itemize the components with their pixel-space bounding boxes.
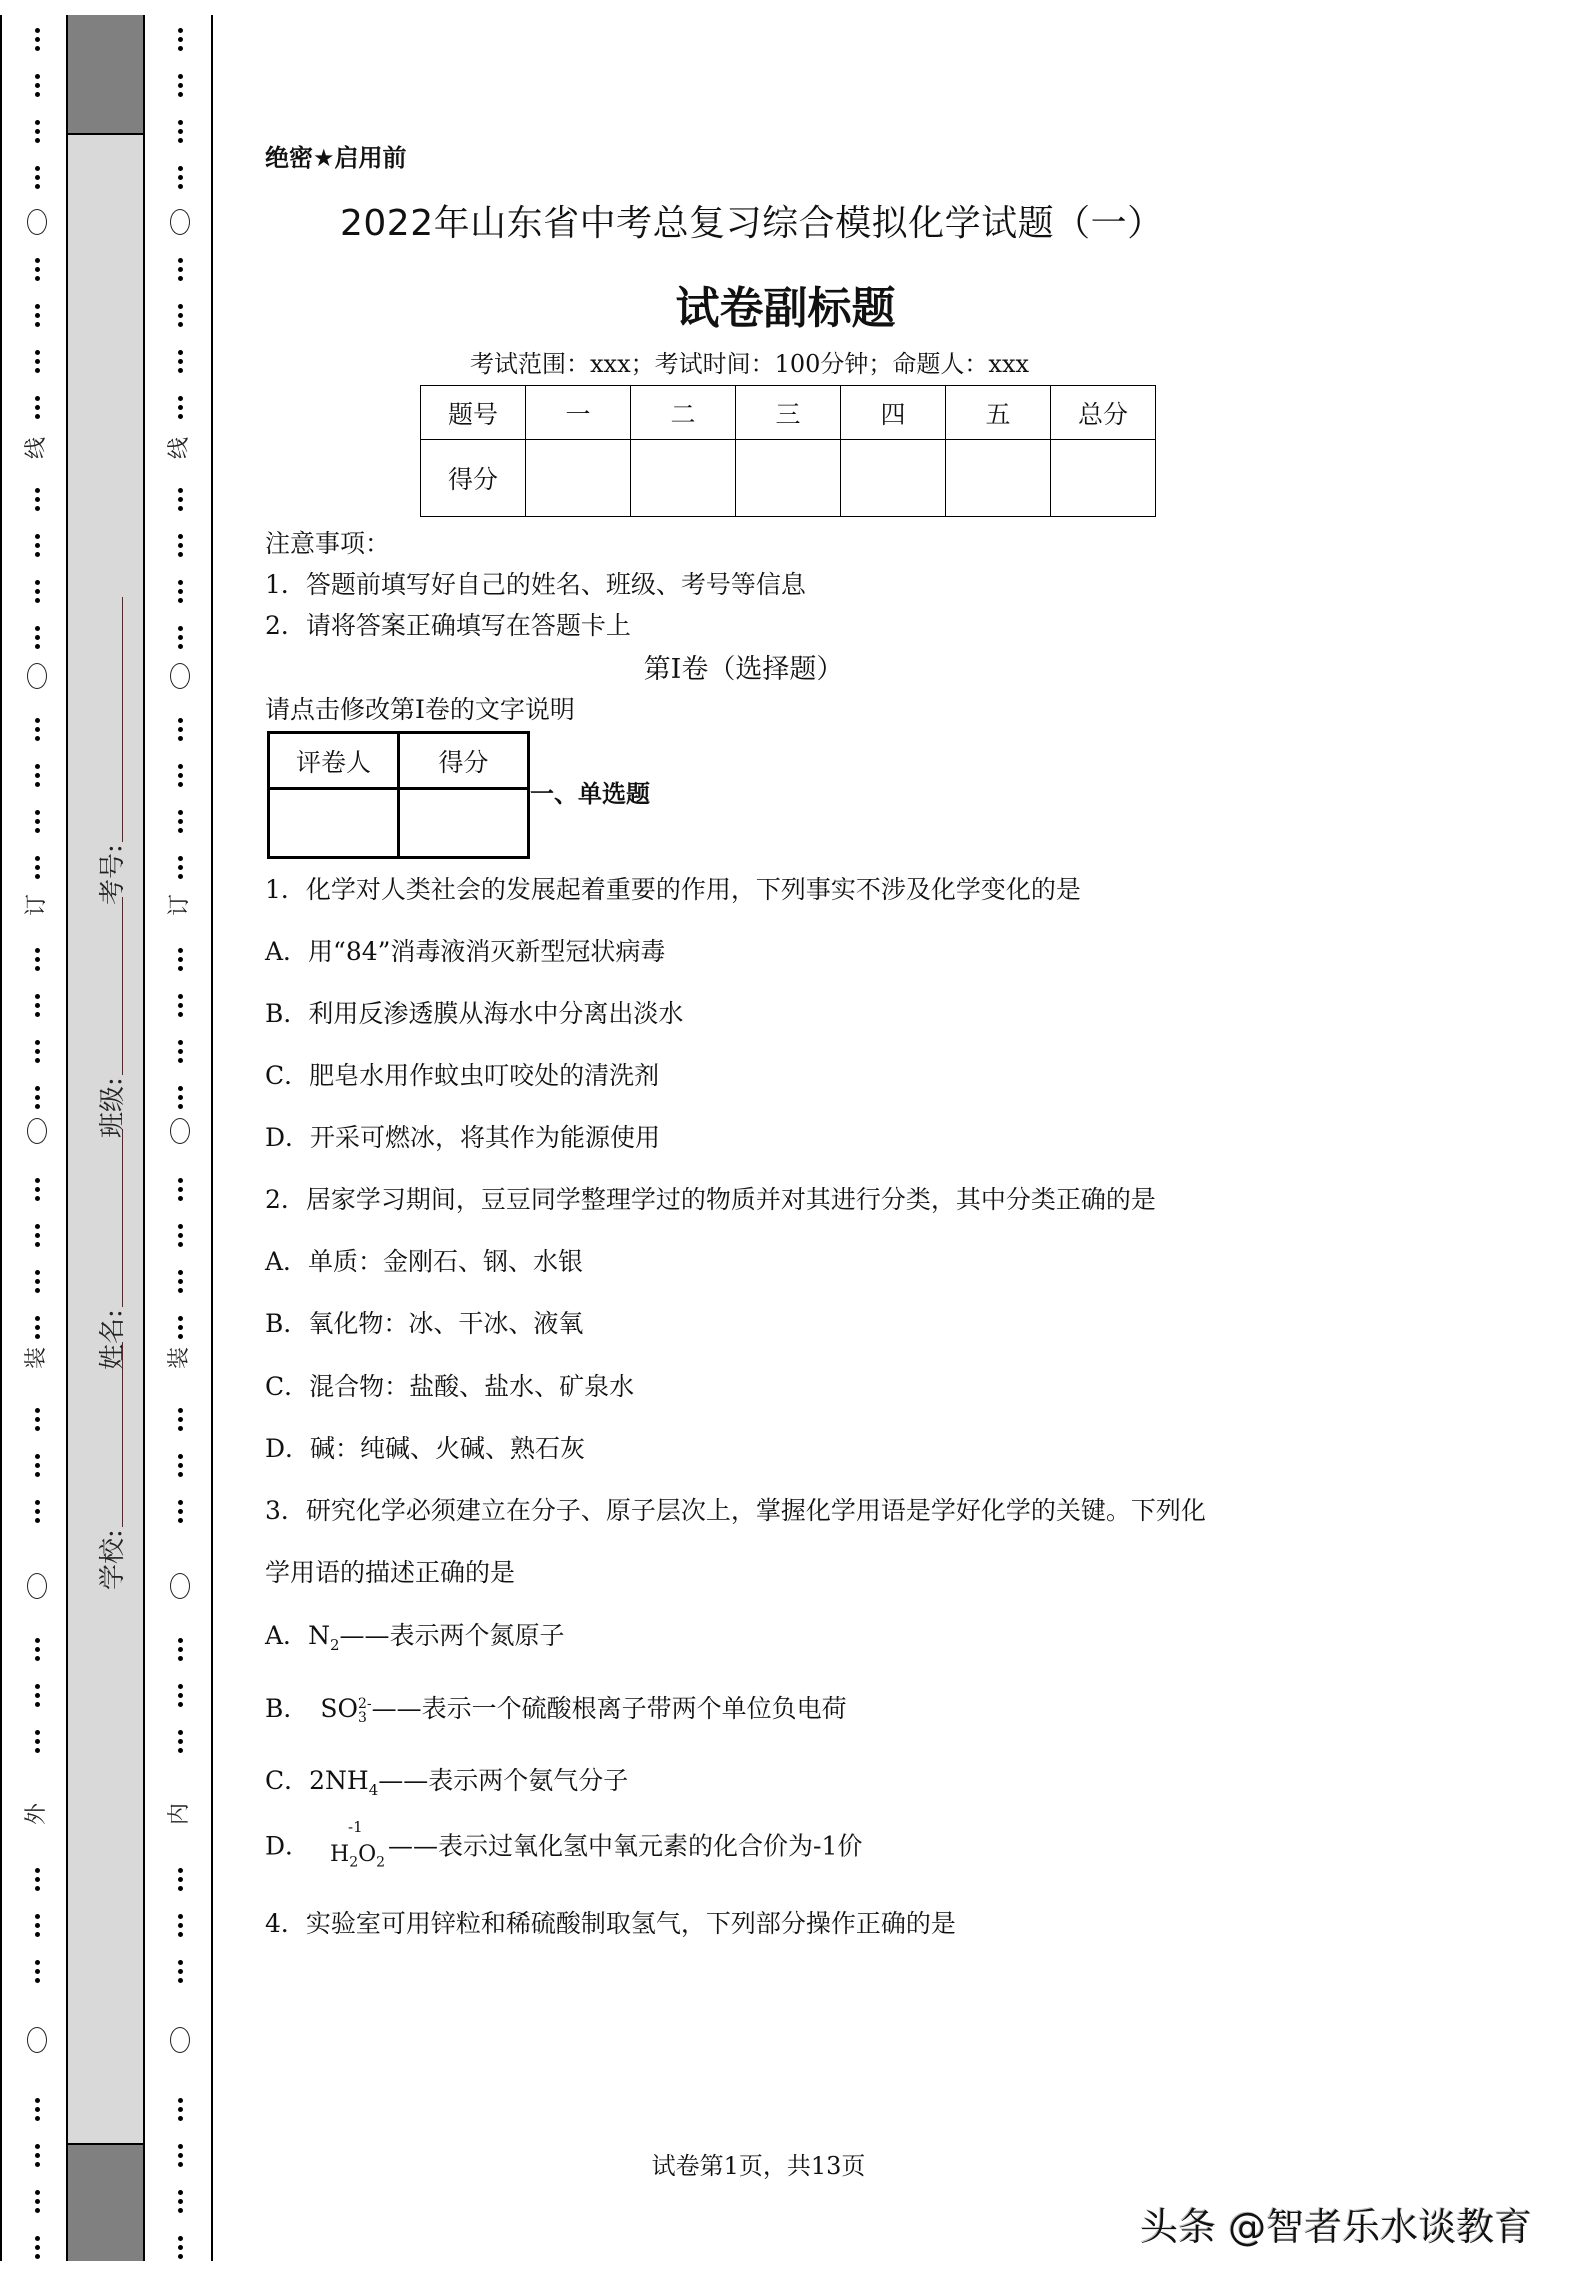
chem-subscript: 2	[329, 1636, 340, 1654]
exam-info: 考试范围：xxx；考试时间：100分钟；命题人：xxx	[470, 350, 1030, 378]
question-2-stem: 2．居家学习期间，豆豆同学整理学过的物质并对其进行分类，其中分类正确的是	[265, 1185, 1156, 1214]
seal-dots	[34, 2236, 40, 2260]
chem-sup-sub	[358, 1697, 372, 1725]
option-letter: D．	[265, 1831, 311, 1861]
chem-ion	[320, 1694, 371, 1725]
seal-dots	[177, 1730, 183, 1754]
chem-subscript: 2	[349, 1854, 359, 1871]
question-1-option-a: A．用“84”消毒液消灭新型冠状病毒	[265, 937, 666, 966]
name-blank-line	[122, 1129, 123, 1307]
chem-subscript: 4	[368, 1781, 379, 1799]
seal-dots	[34, 1500, 40, 1524]
seal-dots	[34, 28, 40, 52]
seal-mark-pack-outer: 装	[24, 1347, 49, 1370]
chem-formula: SO	[320, 1694, 358, 1723]
seal-dots	[34, 1454, 40, 1478]
seal-dots	[177, 764, 183, 788]
seal-dots	[177, 1224, 183, 1248]
seal-dots	[177, 1960, 183, 1984]
grader-value-row	[269, 789, 529, 858]
page-title: 2022年山东省中考总复习综合模拟化学试题（一）	[340, 203, 1164, 244]
seal-dots	[34, 764, 40, 788]
notes-item: 2．请将答案正确填写在答题卡上	[265, 611, 631, 640]
volume-title-text: 第I卷（选择题）	[643, 654, 844, 685]
score-row-label: 得分	[421, 440, 526, 517]
chem-formula: 2NH	[309, 1766, 369, 1795]
seal-mark-line-outer: 线	[24, 437, 49, 460]
seal-dots	[34, 1914, 40, 1938]
seal-dots	[34, 1086, 40, 1110]
seal-dots	[34, 1316, 40, 1340]
page-footer	[0, 2146, 1587, 2181]
seal-dots	[177, 1178, 183, 1202]
seal-dots	[177, 1408, 183, 1432]
chem-formula: N	[308, 1621, 330, 1650]
seal-dots	[177, 580, 183, 604]
chem-formula	[330, 1842, 385, 1870]
seal-mark-pack-inner: 装	[167, 1347, 192, 1370]
seal-circle-icon	[27, 209, 47, 235]
chem-valence-formula	[330, 1818, 386, 1878]
grader-box	[267, 731, 530, 859]
seal-dots	[34, 856, 40, 880]
question-2-option-a: A．单质：金刚石、钢、水银	[265, 1247, 584, 1276]
class-blank-line	[122, 897, 123, 1075]
grader-header-cell: 得分	[399, 733, 529, 789]
seal-dots	[177, 396, 183, 420]
seal-dots	[177, 1086, 183, 1110]
seal-dots	[34, 1178, 40, 1202]
seal-dots	[34, 580, 40, 604]
score-table-header-row	[421, 386, 1156, 440]
question-3-option-c	[265, 1761, 628, 1799]
seal-mark-line-inner: 线	[167, 437, 192, 460]
seal-dots	[34, 396, 40, 420]
seal-dots	[177, 74, 183, 98]
seal-dots	[177, 1914, 183, 1938]
grader-header-row	[269, 733, 529, 789]
seal-dots	[34, 1684, 40, 1708]
seal-dots	[177, 1270, 183, 1294]
option-letter: B．	[265, 1694, 309, 1723]
page-subtitle	[0, 272, 1587, 336]
seal-dots	[177, 1684, 183, 1708]
seal-dots	[34, 948, 40, 972]
seal-dots	[177, 2190, 183, 2214]
seal-circle-icon	[170, 2027, 190, 2053]
question-3-option-b	[265, 1689, 847, 1725]
seal-dots	[34, 1408, 40, 1432]
seal-circle-icon	[27, 2027, 47, 2053]
question-1-stem: 1．化学对人类社会的发展起着重要的作用，下列事实不涉及化学变化的是	[265, 875, 1081, 904]
question-2-option-c: C．混合物：盐酸、盐水、矿泉水	[265, 1372, 635, 1401]
seal-circle-icon	[170, 1118, 190, 1144]
seal-mark-outside: 外	[24, 1803, 49, 1826]
question-4-stem: 4．实验室可用锌粒和稀硫酸制取氢气，下列部分操作正确的是	[265, 1909, 956, 1938]
seal-dots	[177, 1500, 183, 1524]
question-3-stem: 3．研究化学必须建立在分子、原子层次上，掌握化学用语是学好化学的关键。下列化	[265, 1496, 1206, 1525]
gray-cap-top	[68, 15, 143, 135]
question-1-option-d: D．开采可燃冰，将其作为能源使用	[265, 1123, 661, 1152]
seal-dots	[34, 350, 40, 374]
element-o: O	[358, 1842, 377, 1867]
notes-heading: 注意事项：	[265, 529, 391, 558]
confidential-label: 绝密★启用前	[265, 144, 407, 172]
question-1-option-c: C．肥皂水用作蚊虫叮咬处的清洗剂	[265, 1061, 660, 1090]
question-3-option-a	[265, 1616, 565, 1654]
section-title: 一、单选题	[530, 780, 650, 808]
score-header-cell: 三	[736, 386, 841, 440]
exam-number-blank-line	[122, 597, 123, 842]
seal-dots	[177, 1638, 183, 1662]
option-text: ——表示两个氮原子	[339, 1621, 565, 1650]
element-h: H	[330, 1842, 350, 1867]
school-field[interactable]	[92, 1342, 129, 1590]
question-2-option-b: B．氧化物：冰、干冰、液氧	[265, 1309, 584, 1338]
seal-circle-icon	[170, 209, 190, 235]
score-cell[interactable]	[526, 440, 631, 517]
name-label: 姓名:	[98, 1309, 128, 1370]
seal-dots	[177, 120, 183, 144]
seal-mark-inside: 内	[167, 1803, 192, 1826]
exam-number-field[interactable]	[92, 597, 129, 905]
option-text: ——表示过氧化氢中氧元素的化合价为-1价	[388, 1831, 863, 1861]
option-text: ——表示两个氨气分子	[378, 1766, 629, 1795]
class-label: 班级:	[98, 1077, 128, 1138]
question-2-option-d: D．碱：纯碱、火碱、熟石灰	[265, 1434, 586, 1463]
seal-dots	[34, 718, 40, 742]
grader-value-cell[interactable]	[399, 789, 529, 858]
score-header-cell: 四	[841, 386, 946, 440]
seal-dots	[177, 948, 183, 972]
volume-title	[0, 647, 1587, 686]
seal-dots	[34, 1270, 40, 1294]
seal-dots	[177, 1454, 183, 1478]
seal-mark-bind-outer: 订	[24, 894, 49, 917]
school-label: 学校:	[98, 1529, 128, 1590]
chem-subscript: 3	[357, 1709, 367, 1726]
notes-item: 1．答题前填写好自己的姓名、班级、考号等信息	[265, 570, 806, 599]
chem-superscript: 2-	[357, 1695, 372, 1712]
grader-value-cell[interactable]	[269, 789, 399, 858]
seal-dots	[34, 2190, 40, 2214]
seal-dots	[177, 488, 183, 512]
seal-circle-icon	[170, 1573, 190, 1599]
subtitle-text: 试卷副标题	[675, 283, 896, 334]
question-1-option-b: B．利用反渗透膜从海水中分离出淡水	[265, 999, 684, 1028]
score-header-cell: 一	[526, 386, 631, 440]
seal-dots	[34, 1960, 40, 1984]
seal-dots	[177, 166, 183, 190]
seal-dots	[34, 534, 40, 558]
valence-mark: -1	[348, 1818, 363, 1836]
score-cell[interactable]	[841, 440, 946, 517]
seal-dots	[177, 718, 183, 742]
option-text: ——表示一个硫酸根离子带两个单位负电荷	[371, 1694, 847, 1723]
seal-dots	[177, 1868, 183, 1892]
score-header-cell: 五	[946, 386, 1051, 440]
question-3-stem-cont: 学用语的描述正确的是	[265, 1558, 516, 1587]
score-table-score-row	[421, 440, 1156, 517]
option-letter: C．	[265, 1766, 310, 1795]
seal-dots	[177, 2098, 183, 2122]
score-cell[interactable]	[946, 440, 1051, 517]
seal-mark-bind-inner: 订	[167, 894, 192, 917]
score-cell[interactable]	[631, 440, 736, 517]
seal-dots	[34, 2098, 40, 2122]
volume-description[interactable]: 请点击修改第I卷的文字说明	[265, 695, 575, 724]
option-letter: A．	[265, 1621, 309, 1650]
seal-dots	[177, 2236, 183, 2260]
seal-dots	[177, 28, 183, 52]
seal-dots	[34, 810, 40, 834]
score-cell[interactable]	[1051, 440, 1156, 517]
seal-circle-icon	[27, 1573, 47, 1599]
seal-dots	[34, 74, 40, 98]
score-cell[interactable]	[736, 440, 841, 517]
watermark: 头条 @智者乐水谈教育	[1140, 2205, 1533, 2249]
seal-dots	[34, 994, 40, 1018]
seal-dots	[34, 488, 40, 512]
seal-dots	[34, 1224, 40, 1248]
seal-dots	[177, 994, 183, 1018]
seal-dots	[34, 1868, 40, 1892]
grader-header-cell: 评卷人	[269, 733, 399, 789]
exam-number-label: 考号:	[98, 844, 128, 905]
seal-dots	[34, 166, 40, 190]
page-number: 试卷第1页，共13页	[651, 2152, 866, 2180]
seal-dots	[177, 534, 183, 558]
class-field[interactable]	[92, 897, 129, 1138]
seal-dots	[177, 1316, 183, 1340]
seal-dots	[34, 1730, 40, 1754]
question-3-option-d	[265, 1818, 862, 1878]
seal-dots	[34, 1638, 40, 1662]
score-table	[420, 385, 1156, 517]
seal-dots	[34, 1040, 40, 1064]
score-header-cell: 二	[631, 386, 736, 440]
name-field[interactable]	[92, 1129, 129, 1370]
score-header-cell: 总分	[1051, 386, 1156, 440]
seal-dots	[34, 120, 40, 144]
seal-dots	[177, 350, 183, 374]
seal-circle-icon	[27, 1118, 47, 1144]
seal-dots	[177, 1040, 183, 1064]
chem-subscript: 2	[376, 1854, 386, 1871]
seal-dots	[177, 856, 183, 880]
score-header-cell: 题号	[421, 386, 526, 440]
seal-dots	[177, 810, 183, 834]
